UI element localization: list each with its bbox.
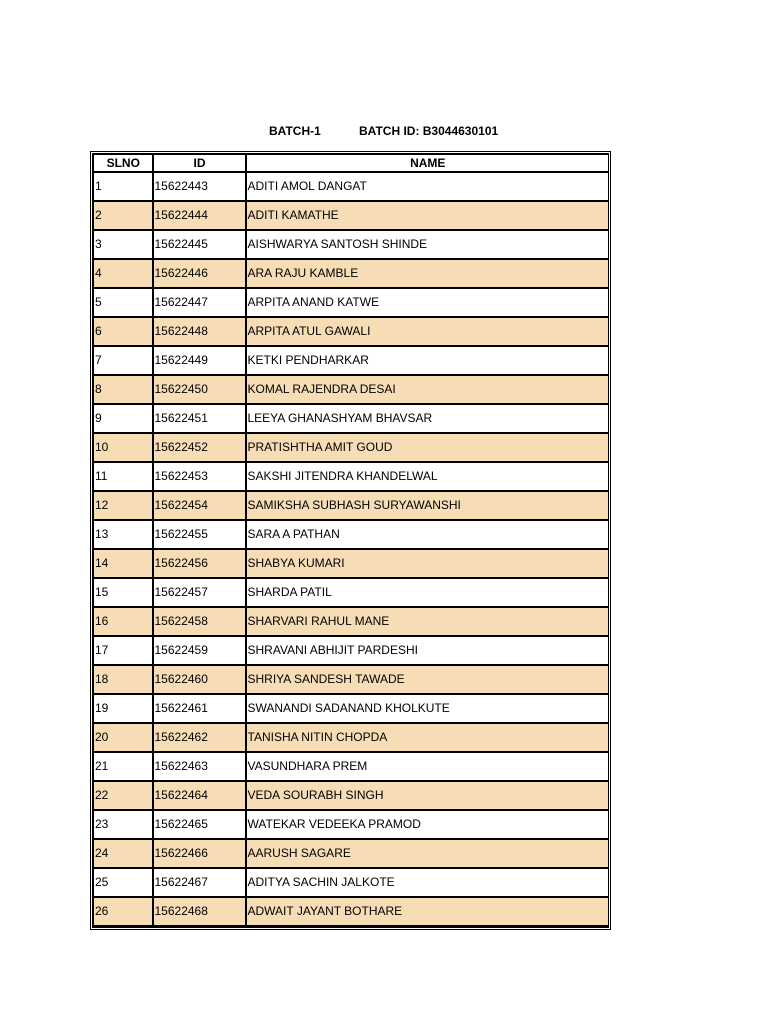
cell-id: 15622449 bbox=[153, 346, 246, 375]
table-row bbox=[94, 172, 609, 201]
cell-id: 15622456 bbox=[153, 549, 246, 578]
cell-id: 15622454 bbox=[153, 491, 246, 520]
cell-slno: 4 bbox=[94, 259, 153, 288]
cell-name: KOMAL RAJENDRA DESAI bbox=[246, 375, 609, 404]
cell-slno: 22 bbox=[94, 781, 153, 810]
cell-name: SAKSHI JITENDRA KHANDELWAL bbox=[246, 462, 609, 491]
cell-id: 15622468 bbox=[153, 897, 246, 926]
roster-table-frame bbox=[90, 151, 611, 930]
batch-name: BATCH-1 bbox=[269, 124, 321, 138]
cell-name: LEEYA GHANASHYAM BHAVSAR bbox=[246, 404, 609, 433]
column-header-name: NAME bbox=[246, 155, 609, 173]
table-row bbox=[94, 346, 609, 375]
cell-name: SHARVARI RAHUL MANE bbox=[246, 607, 609, 636]
cell-name: TANISHA NITIN CHOPDA bbox=[246, 723, 609, 752]
cell-slno: 1 bbox=[94, 172, 153, 201]
cell-id: 15622446 bbox=[153, 259, 246, 288]
cell-slno: 17 bbox=[94, 636, 153, 665]
column-header-slno: SLNO bbox=[94, 155, 153, 173]
cell-id: 15622447 bbox=[153, 288, 246, 317]
cell-id: 15622448 bbox=[153, 317, 246, 346]
cell-name: ADITI AMOL DANGAT bbox=[246, 172, 609, 201]
table-row bbox=[94, 404, 609, 433]
table-row bbox=[94, 288, 609, 317]
cell-name: AISHWARYA SANTOSH SHINDE bbox=[246, 230, 609, 259]
cell-id: 15622452 bbox=[153, 433, 246, 462]
batch-id: BATCH ID: B3044630101 bbox=[359, 124, 499, 138]
cell-id: 15622458 bbox=[153, 607, 246, 636]
cell-name: SHRAVANI ABHIJIT PARDESHI bbox=[246, 636, 609, 665]
table-row bbox=[94, 317, 609, 346]
cell-id: 15622467 bbox=[153, 868, 246, 897]
cell-id: 15622450 bbox=[153, 375, 246, 404]
table-row bbox=[94, 375, 609, 404]
cell-slno: 26 bbox=[94, 897, 153, 926]
table-row bbox=[94, 462, 609, 491]
table-row bbox=[94, 897, 609, 926]
cell-id: 15622462 bbox=[153, 723, 246, 752]
table-row bbox=[94, 694, 609, 723]
table-row bbox=[94, 810, 609, 839]
cell-slno: 10 bbox=[94, 433, 153, 462]
table-row bbox=[94, 607, 609, 636]
cell-id: 15622457 bbox=[153, 578, 246, 607]
cell-name: PRATISHTHA AMIT GOUD bbox=[246, 433, 609, 462]
roster-body bbox=[94, 172, 609, 926]
table-row bbox=[94, 259, 609, 288]
roster-table bbox=[93, 154, 609, 927]
cell-id: 15622443 bbox=[153, 172, 246, 201]
cell-id: 15622459 bbox=[153, 636, 246, 665]
cell-id: 15622464 bbox=[153, 781, 246, 810]
cell-id: 15622463 bbox=[153, 752, 246, 781]
table-row bbox=[94, 723, 609, 752]
table-header-row bbox=[94, 155, 609, 173]
cell-name: AARUSH SAGARE bbox=[246, 839, 609, 868]
cell-slno: 9 bbox=[94, 404, 153, 433]
cell-slno: 24 bbox=[94, 839, 153, 868]
cell-slno: 12 bbox=[94, 491, 153, 520]
cell-slno: 3 bbox=[94, 230, 153, 259]
cell-id: 15622444 bbox=[153, 201, 246, 230]
table-row bbox=[94, 201, 609, 230]
cell-name: ADITYA SACHIN JALKOTE bbox=[246, 868, 609, 897]
cell-name: SHARDA PATIL bbox=[246, 578, 609, 607]
table-row bbox=[94, 839, 609, 868]
table-row bbox=[94, 520, 609, 549]
cell-slno: 20 bbox=[94, 723, 153, 752]
cell-name: WATEKAR VEDEEKA PRAMOD bbox=[246, 810, 609, 839]
table-row bbox=[94, 491, 609, 520]
cell-id: 15622466 bbox=[153, 839, 246, 868]
cell-slno: 18 bbox=[94, 665, 153, 694]
cell-slno: 7 bbox=[94, 346, 153, 375]
cell-slno: 6 bbox=[94, 317, 153, 346]
cell-name: SARA A PATHAN bbox=[246, 520, 609, 549]
batch-header bbox=[0, 124, 768, 140]
table-row bbox=[94, 781, 609, 810]
table-row bbox=[94, 549, 609, 578]
table-row bbox=[94, 578, 609, 607]
cell-name: SWANANDI SADANAND KHOLKUTE bbox=[246, 694, 609, 723]
cell-slno: 14 bbox=[94, 549, 153, 578]
cell-name: VEDA SOURABH SINGH bbox=[246, 781, 609, 810]
cell-name: SHABYA KUMARI bbox=[246, 549, 609, 578]
cell-slno: 13 bbox=[94, 520, 153, 549]
table-row bbox=[94, 433, 609, 462]
cell-slno: 21 bbox=[94, 752, 153, 781]
cell-id: 15622455 bbox=[153, 520, 246, 549]
table-row bbox=[94, 665, 609, 694]
cell-id: 15622451 bbox=[153, 404, 246, 433]
cell-name: SAMIKSHA SUBHASH SURYAWANSHI bbox=[246, 491, 609, 520]
cell-id: 15622445 bbox=[153, 230, 246, 259]
cell-slno: 11 bbox=[94, 462, 153, 491]
cell-slno: 23 bbox=[94, 810, 153, 839]
cell-id: 15622461 bbox=[153, 694, 246, 723]
cell-name: VASUNDHARA PREM bbox=[246, 752, 609, 781]
cell-id: 15622453 bbox=[153, 462, 246, 491]
cell-name: ADWAIT JAYANT BOTHARE bbox=[246, 897, 609, 926]
cell-slno: 8 bbox=[94, 375, 153, 404]
cell-name: ADITI KAMATHE bbox=[246, 201, 609, 230]
cell-slno: 2 bbox=[94, 201, 153, 230]
cell-slno: 5 bbox=[94, 288, 153, 317]
cell-id: 15622465 bbox=[153, 810, 246, 839]
cell-name: KETKI PENDHARKAR bbox=[246, 346, 609, 375]
column-header-id: ID bbox=[153, 155, 246, 173]
table-row bbox=[94, 752, 609, 781]
cell-slno: 16 bbox=[94, 607, 153, 636]
cell-name: ARPITA ANAND KATWE bbox=[246, 288, 609, 317]
cell-slno: 19 bbox=[94, 694, 153, 723]
cell-name: SHRIYA SANDESH TAWADE bbox=[246, 665, 609, 694]
table-row bbox=[94, 868, 609, 897]
cell-name: ARPITA ATUL GAWALI bbox=[246, 317, 609, 346]
table-row bbox=[94, 230, 609, 259]
cell-name: ARA RAJU KAMBLE bbox=[246, 259, 609, 288]
cell-id: 15622460 bbox=[153, 665, 246, 694]
cell-slno: 25 bbox=[94, 868, 153, 897]
table-row bbox=[94, 636, 609, 665]
cell-slno: 15 bbox=[94, 578, 153, 607]
